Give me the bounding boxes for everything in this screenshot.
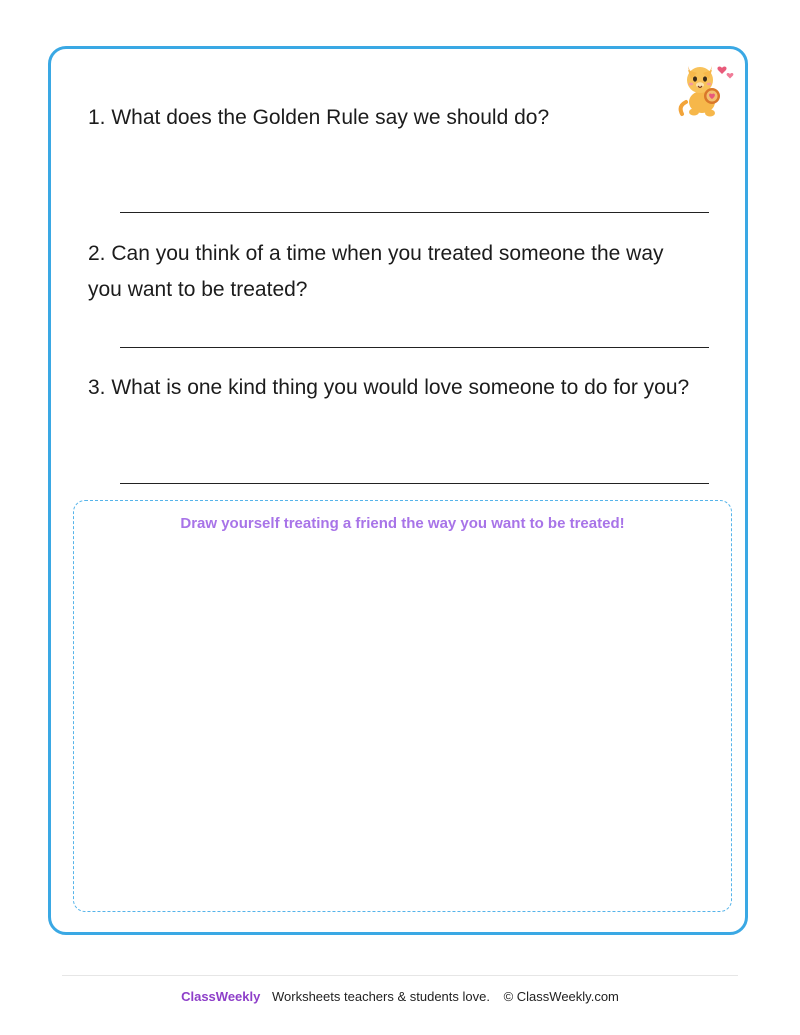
question-3: 3. What is one kind thing you would love someone to do for you? <box>88 376 690 399</box>
question-2: 2. Can you think of a time when you treated someone the way you want to be treated? <box>88 242 664 301</box>
footer-divider <box>62 975 738 976</box>
footer <box>0 989 800 1004</box>
drawing-prompt: Draw yourself treating a friend the way you want to be treated! <box>180 515 625 532</box>
footer-brand: ClassWeekly <box>181 989 261 1004</box>
drawing-area[interactable] <box>73 500 732 912</box>
answer-line-3[interactable] <box>120 483 709 484</box>
footer-tagline: Worksheets teachers & students love. <box>271 989 490 1004</box>
question-1: 1. What does the Golden Rule say we should do? <box>88 106 550 129</box>
footer-copyright: © ClassWeekly.com <box>503 989 619 1004</box>
answer-line-1[interactable] <box>120 212 709 213</box>
answer-line-2[interactable] <box>120 347 709 348</box>
